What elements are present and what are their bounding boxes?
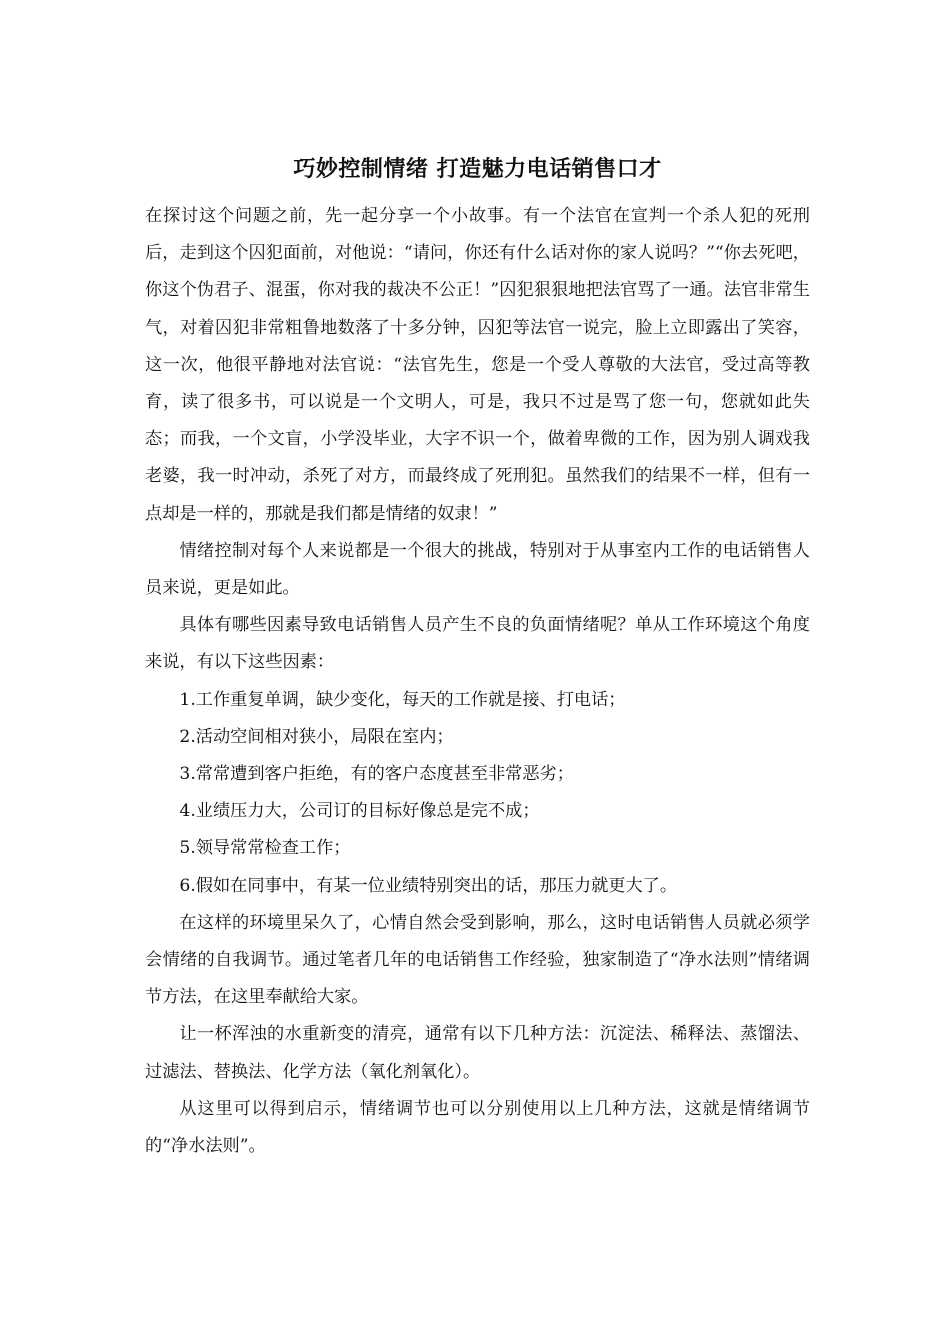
document-title: 巧妙控制情绪 打造魅力电话销售口才 [293,157,662,182]
paragraph-challenge: 情绪控制对每个人来说都是一个很大的挑战，特别对于从事室内工作的电话销售人员来说，更是如此。 [145,540,810,599]
document-body [145,150,810,1165]
list-item-factor-6: 6.假如在同事中，有某一位业绩特别突出的话，那压力就更大了。 [179,875,678,896]
list-item-factor-5: 5.领导常常检查工作； [179,838,351,859]
paragraph-water-methods: 让一杯浑浊的水重新变的清亮，通常有以下几种方法：沉淀法、稀释法、蒸馏法、过滤法、替换法、化学方法（氧化剂氧化）。 [145,1024,810,1082]
paragraph-factors-intro: 具体有哪些因素导致电话销售人员产生不良的负面情绪呢？单从工作环境这个角度来说，有以下这些因素： [145,615,810,673]
list-item-factor-3: 3.常常遭到客户拒绝，有的客户态度甚至非常恶劣； [179,764,574,785]
paragraph-conclusion: 从这里可以得到启示，情绪调节也可以分别使用以上几种方法，这就是情绪调节的“净水法则”。 [145,1098,810,1157]
list-item-factor-2: 2.活动空间相对狭小，局限在室内； [179,726,454,747]
paragraph-self-adjust: 在这样的环境里呆久了，心情自然会受到影响，那么，这时电话销售人员就必须学会情绪的自我调节。通过笔者几年的电话销售工作经验，独家制造了“净水法则”情绪调节方法，在这里奉献给大家。 [145,912,810,1008]
list-item-factor-1: 1.工作重复单调，缺少变化，每天的工作就是接、打电话； [179,689,626,710]
list-item-factor-4: 4.业绩压力大，公司订的目标好像总是完不成； [179,801,540,822]
paragraph-story: 在探讨这个问题之前，先一起分享一个小故事。有一个法官在宣判一个杀人犯的死刑后，走到这个囚犯面前，对他说：“请问，你还有什么话对你的家人说吗？”“你去死吧，你这个伪君子、混蛋，你对我的裁决不公正！”囚犯狠狠地把法官骂了一通。法官非常生气，对着囚犯非常粗鲁地数落了十多分钟，囚犯等法官一说完，脸上立即露出了笑容，这一次，他很平静地对法官说：“法官先生，您是一个受人尊敬的大法官，受过高等教育，读了很多书，可以说是一个文明人，可是，我只不过是骂了您一句，您就如此失态；而我，一个文盲，小学没毕业，大字不识一个，做着卑微的工作，因为别人调戏我老婆，我一时冲动，杀死了对方，而最终成了死刑犯。虽然我们的结果不一样，但有一点却是一样的，那就是我们都是情绪的奴隶！” [145,206,810,524]
